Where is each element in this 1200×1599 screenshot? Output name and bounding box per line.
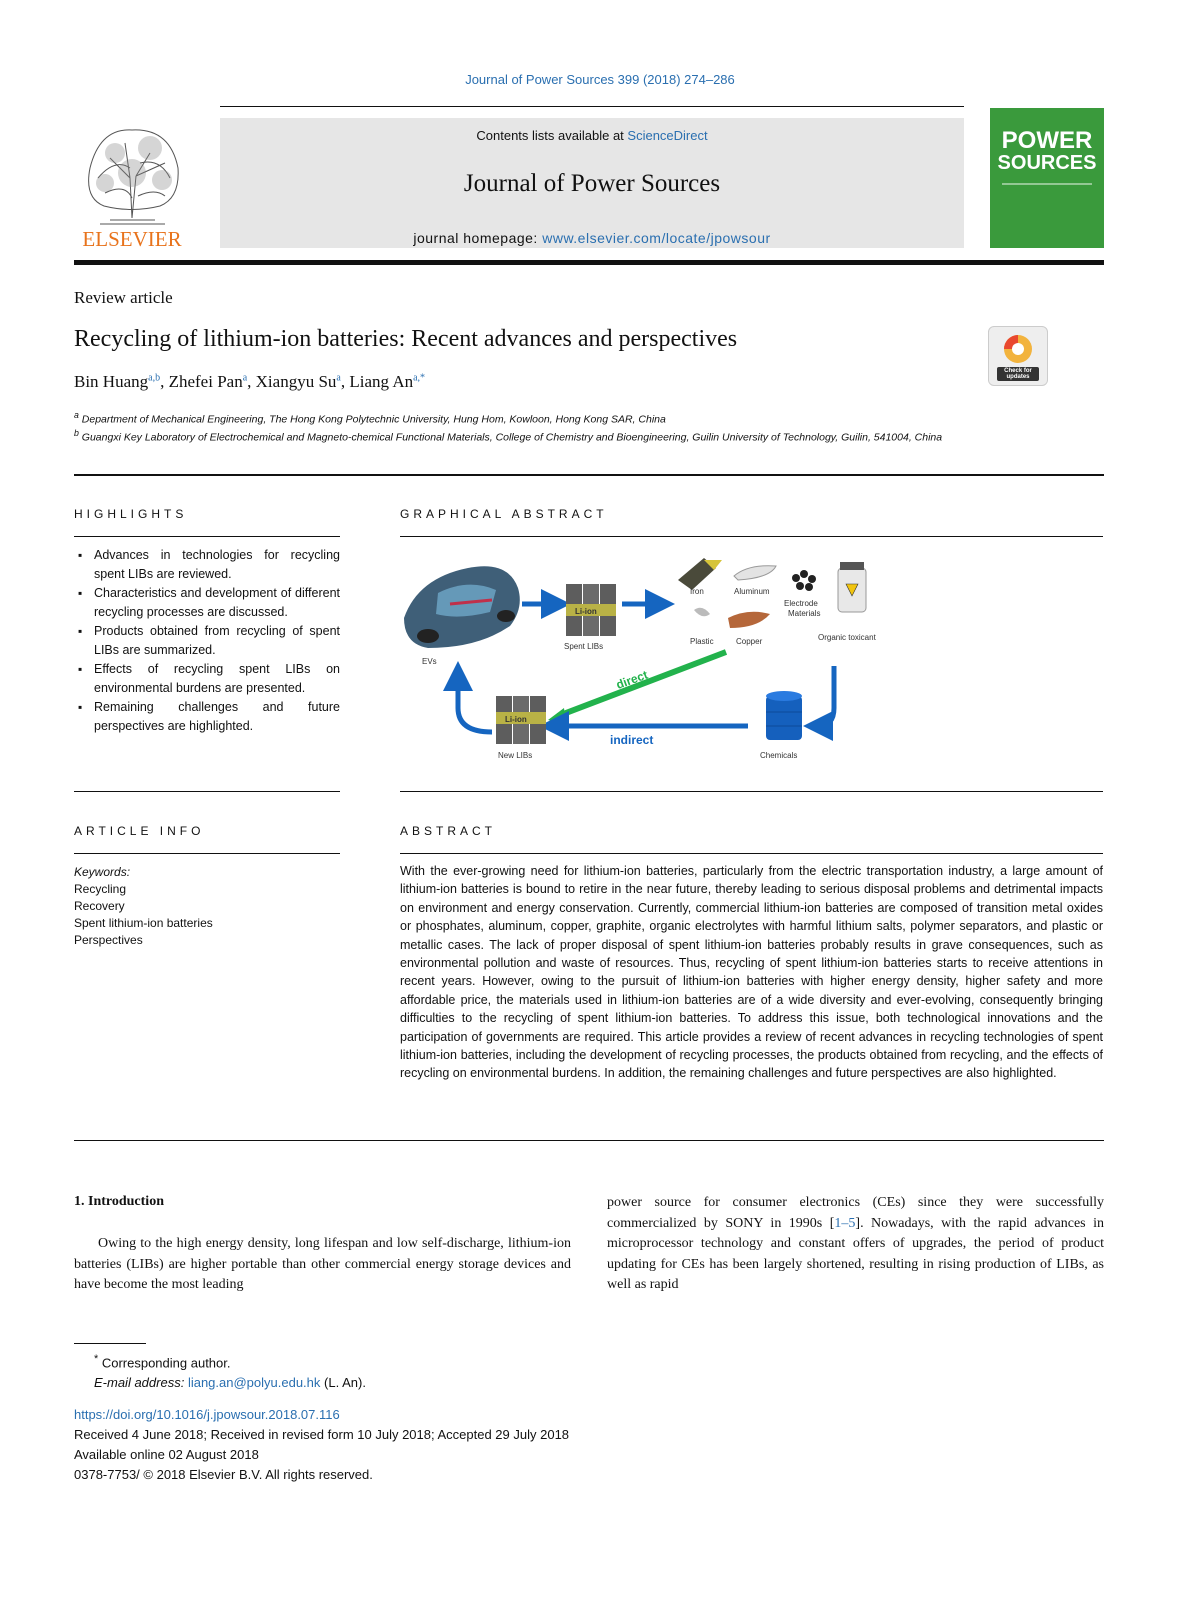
received-dates: Received 4 June 2018; Received in revised form 10 July 2018; Accepted 29 July 2018	[74, 1427, 570, 1443]
reference-link[interactable]: 1–5	[834, 1215, 856, 1231]
affiliation-b	[74, 424, 964, 447]
contents-line	[220, 128, 964, 143]
author-separator: ,	[247, 372, 256, 391]
journal-cover	[990, 108, 1104, 248]
title-bottom-rule	[74, 474, 1104, 476]
keywords-label: Keywords:	[74, 865, 131, 879]
intro-paragraph-left: Owing to the high energy density, long lifespan and low self-discharge, lithium-ion batteries (LIBs) are higher portable than other commercial energy storage devices and have become the most leading	[74, 1236, 571, 1293]
email-line	[74, 1373, 569, 1393]
plastic-label: Plastic	[690, 637, 714, 646]
organic-toxicant-jar-icon	[838, 562, 866, 612]
iron-label: Iron	[690, 587, 704, 596]
section-heading-introduction: 1. Introduction	[74, 1194, 164, 1209]
author-name[interactable]: Liang An	[349, 372, 414, 391]
copper-icon	[728, 612, 770, 628]
new-cell-text: Li-ion	[505, 715, 527, 724]
keyword: Spent lithium-ion batteries	[74, 916, 213, 930]
email-link[interactable]: liang.an@polyu.edu.hk	[187, 1375, 321, 1391]
affiliation-a-mark: a	[74, 410, 79, 420]
evs-label: EVs	[422, 657, 437, 666]
check-for-updates-badge[interactable]	[988, 326, 1048, 386]
highlight-item: ▪ Remaining challenges and future perspectives are highlighted.	[94, 698, 340, 736]
intro-paragraph-right	[607, 1193, 1104, 1296]
abstract-heading: ABSTRACT	[400, 824, 497, 838]
indirect-label: indirect	[610, 733, 654, 747]
email-suffix: (L. An).	[320, 1375, 366, 1391]
direct-label: direct	[614, 667, 650, 692]
journal-citation[interactable]: Journal of Power Sources 399 (2018) 274–286	[465, 72, 735, 87]
electrode-label-2: Materials	[788, 609, 821, 618]
cover-title-2: SOURCES	[997, 152, 1097, 174]
spent-cell-text: Li-ion	[575, 607, 597, 616]
highlights-heading: HIGHLIGHTS	[74, 507, 188, 521]
copyright-line: 0378-7753/ © 2018 Elsevier B.V. All rights reserved.	[74, 1467, 373, 1483]
graphical-abstract-heading: GRAPHICAL ABSTRACT	[400, 507, 608, 521]
doi-link[interactable]: https://doi.org/10.1016/j.jpowsour.2018.07.116	[74, 1407, 340, 1423]
aluminum-label: Aluminum	[734, 587, 770, 596]
plastic-icon	[694, 608, 710, 617]
author-affiliation-mark[interactable]: a	[242, 372, 248, 384]
intro-right-text-a: power source for consumer electronics (CEs) since they were successfully commercialized by SONY in 1990s [	[607, 1195, 1104, 1231]
highlights-bottom-rule	[74, 791, 340, 792]
affiliation-b-text: Guangxi Key Laboratory of Electrochemical and Magneto-chemical Functional Materials, College of Chemistry and Bioengineering, Guilin University of Technology, Guilin, 541004, China	[81, 431, 943, 444]
chemicals-label: Chemicals	[760, 751, 798, 760]
journal-masthead	[220, 118, 964, 248]
author-name[interactable]: Zhefei Pan	[168, 372, 243, 391]
abstract-text: With the ever-growing need for lithium-ion batteries, particularly from the electric transportation industry, a large amount of lithium-ion batteries is bound to retire in the near future, thereby leading to serious disposal problems and detrimental impacts on environment and energy conservation. Currently, commercial lithium-ion batteries are composed of transition metal oxides or phosphates, aluminum, copper, graphite, organic electrolytes with harmful lithium salts, polymer separators, and plastic or metallic cases. The lack of proper disposal of spent lithium-ion batteries probably results in grave consequences, such as environmental pollution and waste of resources. Thus, recycling of spent lithium-ion batteries starts to receive attentions in recent years. However, owing to the pursuit of lithium-ion batteries with higher energy density, higher safety and more affordable price, the materials used in lithium-ion batteries are of a wide diversity and ever-evolving, consequently bringing difficulties to the recycling of spent lithium-ion batteries. To address this issue, both technological innovations and the participation of governments are required. This article provides a review of recent advances in recycling technologies of spent lithium-ion batteries, including the development of recycling processes, the products obtained from recycling, and the effects of recycling on environmental burdens. In addition, the remaining challenges and future perspectives are also highlighted.	[400, 864, 1103, 1081]
author-affiliation-mark[interactable]: a	[336, 372, 341, 384]
graphical-abstract-rule	[400, 536, 1103, 537]
highlights-list	[74, 546, 340, 736]
header-thick-rule	[74, 260, 1104, 265]
journal-title: Journal of Power Sources	[463, 170, 721, 197]
header-top-rule	[220, 106, 964, 107]
available-online: Available online 02 August 2018	[74, 1447, 259, 1463]
chemicals-drum-icon	[766, 691, 802, 740]
article-title: Recycling of lithium-ion batteries: Recent advances and perspectives	[74, 326, 738, 352]
affiliation-a-text: Department of Mechanical Engineering, The Hong Kong Polytechnic University, Hung Hom, Kowloon, Hong Kong SAR, China	[81, 413, 666, 426]
keyword: Recovery	[74, 899, 125, 913]
contents-prefix: Contents lists available at	[476, 128, 628, 143]
highlight-item: ▪ Effects of recycling spent LIBs on environmental burdens are presented.	[94, 660, 340, 698]
author-separator: ,	[340, 372, 350, 391]
cover-divider	[1002, 183, 1092, 185]
graphical-abstract-bottom-rule	[400, 791, 1103, 792]
keywords-block	[74, 864, 213, 949]
corresponding-author-note	[74, 1349, 569, 1373]
aluminum-icon	[734, 566, 776, 580]
keyword: Perspectives	[74, 933, 143, 947]
author-separator: ,	[160, 372, 169, 391]
spent-libs-label: Spent LIBs	[564, 642, 604, 651]
author-name[interactable]: Bin Huang	[74, 372, 149, 391]
electrode-materials-icon	[792, 570, 816, 591]
check-updates-label: Check for updates	[1004, 368, 1032, 380]
flow-arrow	[818, 666, 834, 726]
elsevier-tree-icon	[70, 118, 195, 250]
direct-arrowhead	[548, 708, 566, 724]
direct-arrow	[558, 652, 726, 716]
homepage-prefix: journal homepage:	[413, 230, 543, 246]
keyword: Recycling	[74, 882, 127, 896]
sciencedirect-link[interactable]: ScienceDirect	[627, 128, 708, 143]
electrode-label-1: Electrode	[784, 599, 818, 608]
elsevier-wordmark: ELSEVIER	[82, 227, 182, 250]
author-affiliation-mark[interactable]: a,*	[413, 372, 426, 384]
asterisk-mark: *	[94, 1353, 99, 1365]
highlight-item: ▪ Products obtained from recycling of spent LIBs are summarized.	[94, 622, 340, 660]
copper-label: Copper	[736, 637, 763, 646]
journal-homepage-link[interactable]: www.elsevier.com/locate/jpowsour	[542, 230, 771, 246]
highlight-item: ▪ Characteristics and development of different recycling processes are discussed.	[94, 584, 340, 622]
intro-right-text-b: ]. Nowadays, with the rapid advances in microprocessor technology and constant offers of upgrades, the period of product updating for CEs has been largely shortened, resulting in rising production of LIBs, as well as rapid	[607, 1215, 1104, 1293]
affiliation-b-mark: b	[74, 428, 79, 438]
flow-arrow	[458, 676, 492, 732]
corresponding-author-text: Corresponding author.	[101, 1355, 231, 1371]
article-info-rule	[74, 853, 340, 854]
author-name[interactable]: Xiangyu Su	[255, 372, 337, 391]
article-info-heading: ARTICLE INFO	[74, 824, 205, 838]
author-affiliation-mark[interactable]: a,b	[148, 372, 161, 384]
highlights-rule	[74, 536, 340, 537]
email-label: E-mail address:	[94, 1375, 185, 1391]
new-libs-label: New LIBs	[498, 751, 533, 760]
author-list	[74, 372, 425, 392]
abstract-rule	[400, 853, 1103, 854]
homepage-line	[220, 230, 964, 246]
cover-title-1: POWER	[1001, 127, 1093, 154]
organic-toxicant-label: Organic toxicant	[818, 633, 876, 642]
elsevier-logo	[70, 118, 195, 250]
abstract-bottom-rule	[74, 1140, 1104, 1141]
graphical-abstract-figure	[398, 548, 918, 770]
highlight-item: ▪ Advances in technologies for recycling spent LIBs are reviewed.	[94, 546, 340, 584]
footnotes	[74, 1349, 569, 1485]
article-type: Review article	[74, 288, 173, 307]
electric-car-icon	[404, 566, 520, 648]
footnote-rule	[74, 1343, 146, 1344]
